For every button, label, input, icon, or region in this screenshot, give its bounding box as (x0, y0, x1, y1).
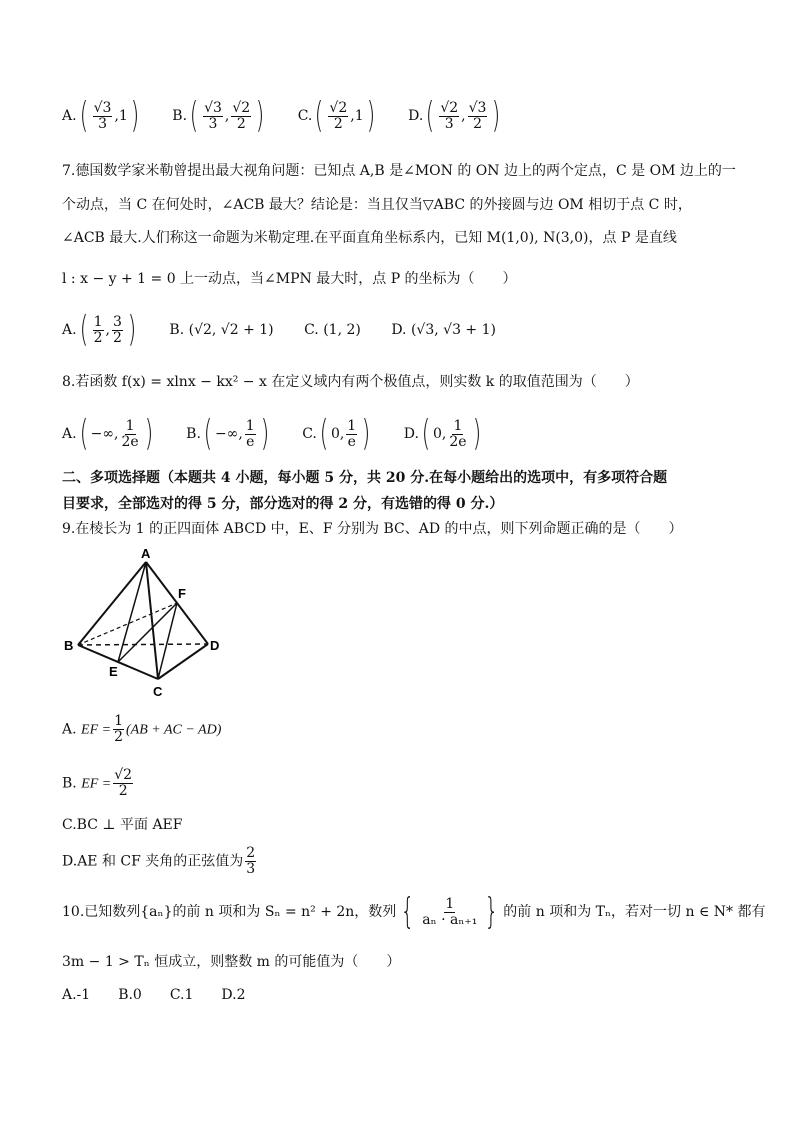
q6-option-c: C.( $\frac{√2}{2}$ ,1) (297, 95, 375, 136)
vertex-label-a: A (141, 546, 151, 561)
q8-option-b: B.( −∞, $\frac{1}{e}$ ) (186, 413, 269, 454)
q6-options (62, 95, 530, 136)
q7-option-c: C. (1, 2) (304, 322, 361, 338)
q6-option-d: D.( $\frac{√2}{3}$ , $\frac{√3}{2}$ ) (408, 95, 501, 136)
vertex-label-d: D (210, 638, 220, 653)
q7-option-b: B. (√2, √2 + 1) (169, 322, 274, 338)
q7-option-a: A.( $\frac{1}{2}$ , $\frac{3}{2}$ ) (62, 309, 137, 350)
q8-stem: 8.若函数 f(x) = xlnx − kx² − x 在定义域内有两个极值点，则实数 k 的取值范围为（ ） (62, 374, 639, 390)
q9-option-c: C.BC ⊥ 平面 AEF (62, 817, 183, 833)
q7-option-d: D. (√3, √3 + 1) (391, 322, 496, 338)
section2-heading-2: 目要求，全部选对的得 5 分，部分选对的得 2 分，有选错的得 0 分.） (62, 496, 504, 512)
q6-option-b: B.( $\frac{√3}{3}$ , $\frac{√2}{2}$ ) (172, 95, 265, 136)
q9-option-d: D.AE 和 CF 夹角的正弦值为 $\frac{2}{3}$ (62, 845, 256, 877)
tetrahedron-figure (62, 544, 232, 704)
section2-heading-1: 二、多项选择题（本题共 4 小题，每小题 5 分，共 20 分.在每小题给出的选项中，有多项符合题 (62, 470, 668, 486)
point-label-e: E (109, 664, 118, 679)
vertex-label-b: B (64, 638, 74, 653)
q10-line-2: 3m − 1 > Tₙ 恒成立，则整数 m 的可能值为（ ） (62, 954, 401, 970)
q9-option-b: B. EF = $\frac{√2}{2}$ (62, 767, 133, 799)
q8-option-a: A.( −∞, $\frac{1}{2e}$ ) (62, 413, 153, 454)
point-label-f: F (178, 586, 186, 601)
q9-option-a: A. EF = $\frac{1}{2}$ (AB + AC − AD) (62, 713, 222, 745)
q7-line-2: 个动点，当 C 在何处时，∠ACB 最大？结论是：当且仅当▽ABC 的外接圆与边 OM 相切于点 C 时， (62, 197, 692, 213)
vertex-label-c: C (153, 684, 163, 699)
q7-line-1: 7.德国数学家米勒曾提出最大视角问题：已知点 A,B 是∠MON 的 ON 边上的两个定点，C 是 OM 边上的一 (62, 163, 736, 179)
q10-options: A.-1 B.0 C.1 D.2 (62, 987, 246, 1003)
q8-option-c: C.( 0, $\frac{1}{e}$ ) (302, 413, 371, 454)
q8-options (62, 413, 510, 454)
q6-option-a: A.( $\frac{√3}{3}$ ,1) (62, 95, 140, 136)
q7-options (62, 309, 522, 350)
q9-stem: 9.在棱长为 1 的正四面体 ABCD 中，E、F 分别为 BC、AD 的中点，则下列命题正确的是（ ） (62, 521, 683, 537)
q8-option-d: D.( 0, $\frac{1}{2e}$ ) (403, 413, 481, 454)
q7-line-4: l : x − y + 1 = 0 上一动点，当∠MPN 最大时，点 P 的坐标为（ ） (62, 271, 517, 287)
q7-line-3: ∠ACB 最大.人们称这一命题为米勒定理.在平面直角坐标系内，已知 M(1,0), N(3,0)，点 P 是直线 (62, 230, 677, 246)
q10-stem: 10.已知数列{aₙ}的前 n 项和为 Sₙ = n² + 2n，数列 { $\frac{1}{\text{aₙ · aₙ₊₁}}$ } 的前 n 项和为 Tₙ，若对一切 n ∈ N* 都有 (62, 891, 766, 932)
